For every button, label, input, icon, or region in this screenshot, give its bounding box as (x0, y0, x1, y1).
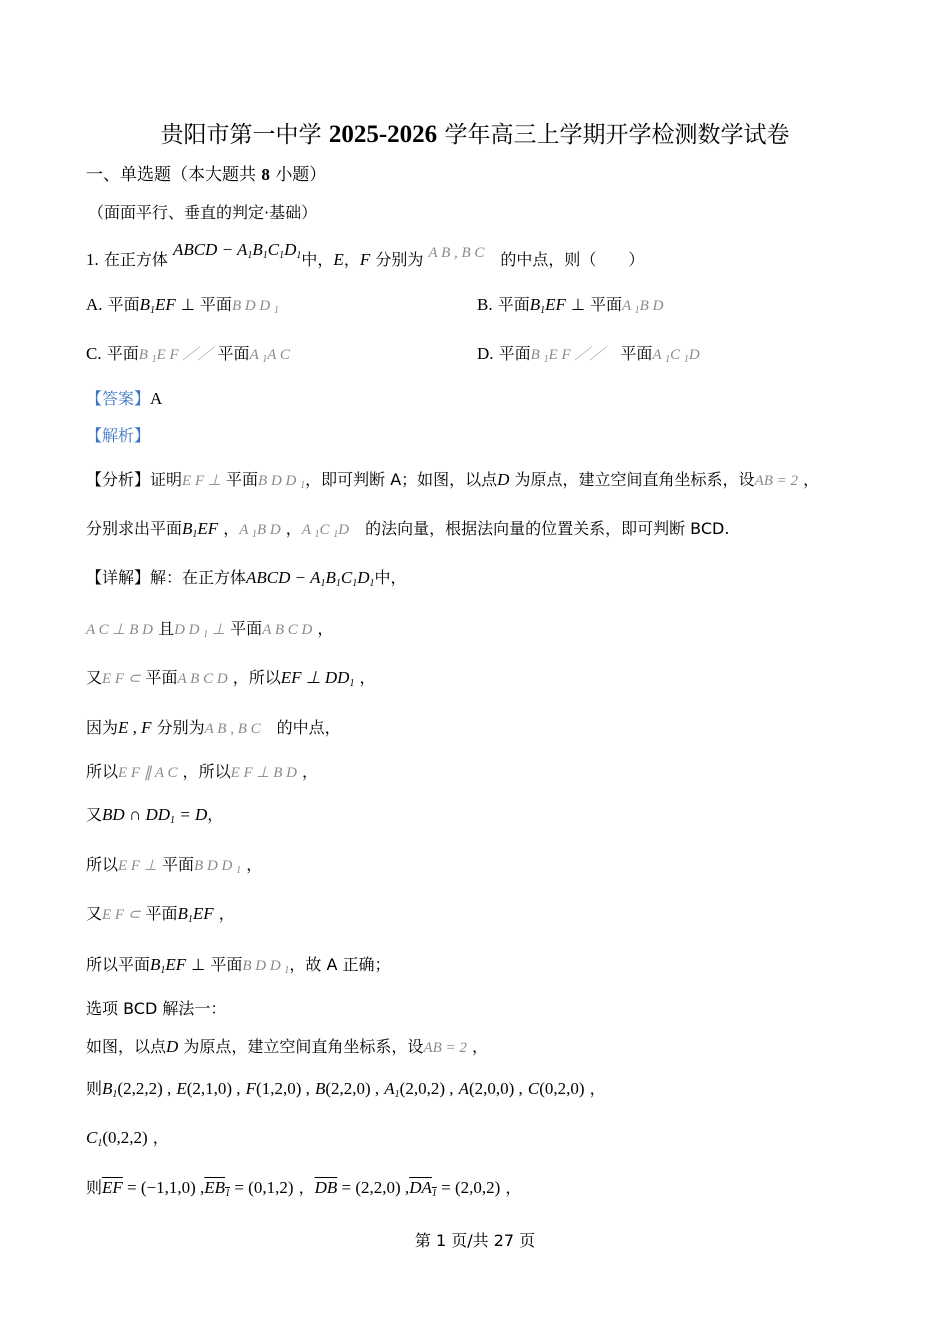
topic-label: （面面平行、垂直的判定·基础） (88, 203, 318, 222)
page-footer: 第 1 页/共 27 页 (414, 1231, 536, 1250)
step-1: A C ⊥ B D 且D D $_1$ ⊥ 平面A B C D ， (86, 619, 334, 640)
option-b[interactable]: B. 平面$B_1EF$ ⊥ 平面A $_1$B D (477, 295, 664, 316)
analysis-label: 【解析】 (86, 426, 151, 445)
step-4: 所以E F ∥ A C ，所以E F ⊥ B D ， (86, 762, 319, 781)
coords-line-2: $C_1(0,2,2)$ ， (86, 1128, 169, 1149)
step-7: 又E F ⊂ 平面$B_1EF$ ， (86, 904, 235, 925)
step-3: 因为E , F 分别为A B , B C 的中点， (86, 718, 341, 737)
step-5: 又BD ∩ $DD_1 = D$， (86, 805, 224, 826)
coords-line-1: 则$B_1(2,2,2)$ , E(2,1,0) , F(1,2,0) , B(2,2,0) , $A_1(2,0,2)$ , A(2,0,0) , C(0,2,0) ， (86, 1079, 606, 1100)
vectors-line: 则$\overline{EF} = (-1,1,0) ,EB_1 = (0,1,2)$ ，$\overline{DB} = (2,2,0) ,DA_1 = (2,0,2)$ ， (86, 1178, 522, 1199)
answer: 【答案】A (86, 389, 163, 408)
option-d[interactable]: D. 平面B $_1$E F ／／ 平面A $_1$C $_1$D (477, 344, 700, 365)
method-heading: 选项 BCD 解法一： (86, 999, 227, 1018)
fenxi-line-1: 【分析】证明E F ⊥ 平面B D D $_1$，即可判断 A；如图，以点D 为原点，建立空间直角坐标系，设AB = 2 ， (86, 470, 820, 491)
page-title: 贵阳市第一中学 2025-2026 学年高三上学期开学检测数学试卷 (160, 121, 790, 148)
fenxi-line-2: 分别求出平面$B_1EF$ ，A $_1$B D ，A $_1$C $_1$D 的法向量，根据法向量的位置关系，即可判断 BCD. (86, 519, 730, 540)
question-1: 1. 在正方体 ABCD − $A_1B_1C_1D_1$中，E，F 分别为 A B , B C 的中点，则（ ） (86, 240, 645, 269)
option-c[interactable]: C. 平面B $_1$E F ／／ 平面A $_1$A C (86, 344, 290, 365)
xiangjie-line: 【详解】解：在正方体ABCD − $A_1B_1C_1D_1$中， (86, 568, 407, 589)
step-6: 所以E F ⊥ 平面B D D $_1$ ， (86, 855, 263, 876)
section-heading: 一、单选题（本大题共 8 小题） (86, 165, 327, 185)
option-a[interactable]: A. 平面$B_1EF$ ⊥ 平面B D D $_1$ (86, 295, 280, 316)
step-2: 又E F ⊂ 平面A B C D ，所以EF ⊥ $DD_1$ ， (86, 668, 376, 689)
coord-setup: 如图，以点D 为原点，建立空间直角坐标系，设AB = 2 ， (86, 1037, 488, 1056)
step-8: 所以平面$B_1EF$ ⊥ 平面B D D $_1$，故 A 正确； (86, 955, 391, 976)
